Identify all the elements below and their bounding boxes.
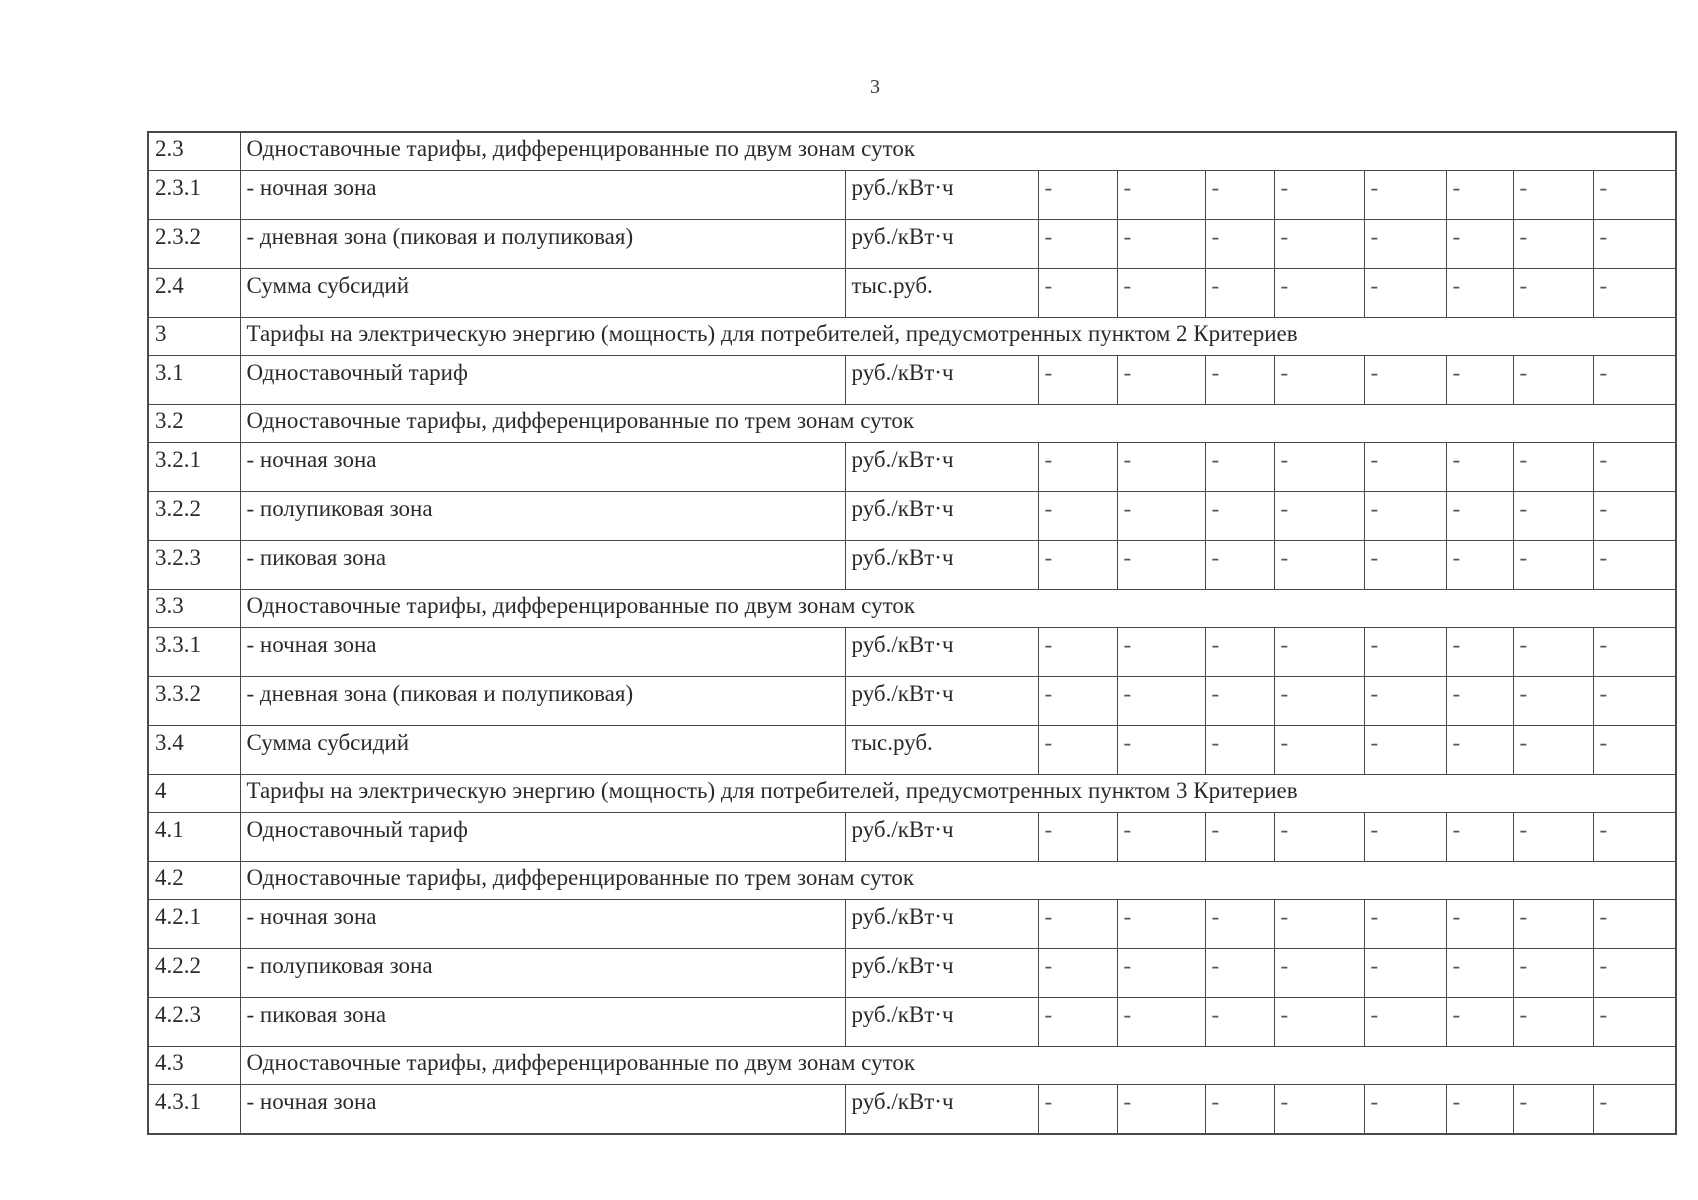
value-cell: - [1274, 998, 1364, 1047]
value-cell: - [1274, 813, 1364, 862]
value-cell: - [1038, 443, 1117, 492]
row-unit: руб./кВт·ч [845, 1085, 1038, 1135]
value-cell: - [1117, 949, 1205, 998]
tariff-table-body [148, 132, 1676, 1134]
value-cell: - [1364, 813, 1446, 862]
value-cell: - [1513, 677, 1593, 726]
section-title: Одноставочные тарифы, дифференцированные по двум зонам суток [240, 132, 1676, 171]
value-cell: - [1513, 269, 1593, 318]
row-name: Одноставочный тариф [240, 813, 845, 862]
table-row [148, 492, 1676, 541]
value-cell: - [1364, 443, 1446, 492]
value-cell: - [1446, 1085, 1513, 1135]
row-name: - дневная зона (пиковая и полупиковая) [240, 220, 845, 269]
value-cell: - [1205, 269, 1274, 318]
value-cell: - [1205, 726, 1274, 775]
row-unit: руб./кВт·ч [845, 813, 1038, 862]
row-unit: руб./кВт·ч [845, 356, 1038, 405]
value-cell: - [1117, 443, 1205, 492]
value-cell: - [1364, 677, 1446, 726]
value-cell: - [1205, 900, 1274, 949]
value-cell: - [1117, 171, 1205, 220]
row-unit: руб./кВт·ч [845, 541, 1038, 590]
value-cell: - [1593, 269, 1676, 318]
value-cell: - [1274, 171, 1364, 220]
table-row [148, 949, 1676, 998]
value-cell: - [1513, 998, 1593, 1047]
value-cell: - [1446, 949, 1513, 998]
value-cell: - [1364, 726, 1446, 775]
row-name: - дневная зона (пиковая и полупиковая) [240, 677, 845, 726]
value-cell: - [1038, 628, 1117, 677]
value-cell: - [1117, 1085, 1205, 1135]
value-cell: - [1038, 998, 1117, 1047]
value-cell: - [1446, 220, 1513, 269]
value-cell: - [1364, 998, 1446, 1047]
value-cell: - [1364, 900, 1446, 949]
section-title: Одноставочные тарифы, дифференцированные по двум зонам суток [240, 590, 1676, 628]
section-row [148, 405, 1676, 443]
row-unit: тыс.руб. [845, 726, 1038, 775]
value-cell: - [1593, 220, 1676, 269]
value-cell: - [1593, 171, 1676, 220]
row-unit: руб./кВт·ч [845, 628, 1038, 677]
value-cell: - [1038, 1085, 1117, 1135]
value-cell: - [1038, 171, 1117, 220]
section-row [148, 775, 1676, 813]
value-cell: - [1593, 492, 1676, 541]
row-name: - ночная зона [240, 900, 845, 949]
value-cell: - [1038, 269, 1117, 318]
value-cell: - [1117, 813, 1205, 862]
row-name: - ночная зона [240, 443, 845, 492]
section-title: Одноставочные тарифы, дифференцированные по трем зонам суток [240, 405, 1676, 443]
value-cell: - [1593, 726, 1676, 775]
row-unit: руб./кВт·ч [845, 171, 1038, 220]
section-row [148, 862, 1676, 900]
section-title: Тарифы на электрическую энергию (мощность) для потребителей, предусмотренных пунктом 3 Критериев [240, 775, 1676, 813]
value-cell: - [1274, 949, 1364, 998]
value-cell: - [1446, 998, 1513, 1047]
row-number: 3.2 [148, 405, 240, 443]
value-cell: - [1513, 541, 1593, 590]
row-unit: руб./кВт·ч [845, 949, 1038, 998]
value-cell: - [1038, 900, 1117, 949]
row-name: - ночная зона [240, 1085, 845, 1135]
value-cell: - [1117, 492, 1205, 541]
row-number: 4.2.3 [148, 998, 240, 1047]
value-cell: - [1593, 1085, 1676, 1135]
table-row [148, 628, 1676, 677]
value-cell: - [1205, 220, 1274, 269]
row-number: 2.3 [148, 132, 240, 171]
value-cell: - [1593, 443, 1676, 492]
row-number: 3 [148, 318, 240, 356]
value-cell: - [1513, 900, 1593, 949]
row-number: 4.2 [148, 862, 240, 900]
value-cell: - [1205, 998, 1274, 1047]
tariff-table [147, 131, 1677, 1135]
value-cell: - [1513, 171, 1593, 220]
value-cell: - [1513, 949, 1593, 998]
value-cell: - [1205, 949, 1274, 998]
value-cell: - [1364, 220, 1446, 269]
value-cell: - [1513, 492, 1593, 541]
value-cell: - [1117, 356, 1205, 405]
row-number: 4.3.1 [148, 1085, 240, 1135]
value-cell: - [1205, 443, 1274, 492]
value-cell: - [1513, 443, 1593, 492]
value-cell: - [1274, 541, 1364, 590]
table-row [148, 1085, 1676, 1135]
row-number: 3.3.2 [148, 677, 240, 726]
value-cell: - [1446, 356, 1513, 405]
row-name: - полупиковая зона [240, 949, 845, 998]
value-cell: - [1593, 813, 1676, 862]
row-number: 4.3 [148, 1047, 240, 1085]
row-number: 3.4 [148, 726, 240, 775]
value-cell: - [1038, 356, 1117, 405]
value-cell: - [1446, 726, 1513, 775]
section-row [148, 318, 1676, 356]
value-cell: - [1205, 628, 1274, 677]
row-unit: руб./кВт·ч [845, 677, 1038, 726]
value-cell: - [1117, 998, 1205, 1047]
row-number: 2.3.1 [148, 171, 240, 220]
value-cell: - [1274, 628, 1364, 677]
row-number: 4.2.2 [148, 949, 240, 998]
row-number: 3.3.1 [148, 628, 240, 677]
value-cell: - [1038, 949, 1117, 998]
row-name: - пиковая зона [240, 998, 845, 1047]
value-cell: - [1117, 220, 1205, 269]
value-cell: - [1513, 1085, 1593, 1135]
value-cell: - [1038, 541, 1117, 590]
value-cell: - [1593, 949, 1676, 998]
row-number: 3.1 [148, 356, 240, 405]
value-cell: - [1274, 900, 1364, 949]
row-number: 2.4 [148, 269, 240, 318]
value-cell: - [1446, 171, 1513, 220]
value-cell: - [1593, 998, 1676, 1047]
value-cell: - [1117, 541, 1205, 590]
value-cell: - [1038, 677, 1117, 726]
row-name: Одноставочный тариф [240, 356, 845, 405]
row-unit: руб./кВт·ч [845, 492, 1038, 541]
value-cell: - [1446, 541, 1513, 590]
value-cell: - [1117, 628, 1205, 677]
value-cell: - [1364, 269, 1446, 318]
value-cell: - [1038, 813, 1117, 862]
value-cell: - [1205, 541, 1274, 590]
table-row [148, 220, 1676, 269]
value-cell: - [1117, 269, 1205, 318]
value-cell: - [1513, 356, 1593, 405]
value-cell: - [1117, 900, 1205, 949]
row-unit: тыс.руб. [845, 269, 1038, 318]
page-number: 3 [870, 76, 880, 98]
value-cell: - [1513, 813, 1593, 862]
value-cell: - [1364, 949, 1446, 998]
row-name: - пиковая зона [240, 541, 845, 590]
value-cell: - [1446, 628, 1513, 677]
row-unit: руб./кВт·ч [845, 220, 1038, 269]
value-cell: - [1038, 220, 1117, 269]
section-row [148, 132, 1676, 171]
value-cell: - [1364, 356, 1446, 405]
value-cell: - [1274, 1085, 1364, 1135]
value-cell: - [1593, 541, 1676, 590]
table-row [148, 541, 1676, 590]
section-row [148, 1047, 1676, 1085]
row-number: 4 [148, 775, 240, 813]
value-cell: - [1364, 541, 1446, 590]
value-cell: - [1274, 356, 1364, 405]
row-unit: руб./кВт·ч [845, 900, 1038, 949]
value-cell: - [1446, 269, 1513, 318]
value-cell: - [1205, 1085, 1274, 1135]
row-number: 3.3 [148, 590, 240, 628]
row-name: - полупиковая зона [240, 492, 845, 541]
value-cell: - [1205, 171, 1274, 220]
section-title: Одноставочные тарифы, дифференцированные по двум зонам суток [240, 1047, 1676, 1085]
value-cell: - [1205, 492, 1274, 541]
value-cell: - [1364, 492, 1446, 541]
row-name: - ночная зона [240, 171, 845, 220]
value-cell: - [1446, 492, 1513, 541]
value-cell: - [1205, 356, 1274, 405]
value-cell: - [1593, 677, 1676, 726]
row-number: 3.2.2 [148, 492, 240, 541]
value-cell: - [1364, 628, 1446, 677]
row-number: 3.2.3 [148, 541, 240, 590]
value-cell: - [1446, 677, 1513, 726]
value-cell: - [1117, 726, 1205, 775]
section-title: Одноставочные тарифы, дифференцированные по трем зонам суток [240, 862, 1676, 900]
table-row [148, 677, 1676, 726]
table-row [148, 998, 1676, 1047]
table-row [148, 726, 1676, 775]
value-cell: - [1446, 813, 1513, 862]
value-cell: - [1274, 220, 1364, 269]
value-cell: - [1205, 677, 1274, 726]
row-number: 3.2.1 [148, 443, 240, 492]
value-cell: - [1513, 220, 1593, 269]
table-row [148, 443, 1676, 492]
row-number: 4.2.1 [148, 900, 240, 949]
table-row [148, 813, 1676, 862]
value-cell: - [1446, 443, 1513, 492]
value-cell: - [1038, 726, 1117, 775]
row-name: Сумма субсидий [240, 726, 845, 775]
table-row [148, 171, 1676, 220]
value-cell: - [1205, 813, 1274, 862]
value-cell: - [1513, 726, 1593, 775]
table-row [148, 900, 1676, 949]
table-row [148, 269, 1676, 318]
row-number: 2.3.2 [148, 220, 240, 269]
value-cell: - [1513, 628, 1593, 677]
row-unit: руб./кВт·ч [845, 443, 1038, 492]
value-cell: - [1274, 492, 1364, 541]
row-unit: руб./кВт·ч [845, 998, 1038, 1047]
value-cell: - [1364, 1085, 1446, 1135]
value-cell: - [1593, 628, 1676, 677]
value-cell: - [1274, 269, 1364, 318]
value-cell: - [1274, 677, 1364, 726]
row-name: - ночная зона [240, 628, 845, 677]
row-number: 4.1 [148, 813, 240, 862]
value-cell: - [1593, 900, 1676, 949]
value-cell: - [1038, 492, 1117, 541]
table-row [148, 356, 1676, 405]
value-cell: - [1593, 356, 1676, 405]
section-title: Тарифы на электрическую энергию (мощность) для потребителей, предусмотренных пунктом 2 Критериев [240, 318, 1676, 356]
value-cell: - [1274, 726, 1364, 775]
value-cell: - [1117, 677, 1205, 726]
value-cell: - [1274, 443, 1364, 492]
section-row [148, 590, 1676, 628]
value-cell: - [1446, 900, 1513, 949]
row-name: Сумма субсидий [240, 269, 845, 318]
value-cell: - [1364, 171, 1446, 220]
